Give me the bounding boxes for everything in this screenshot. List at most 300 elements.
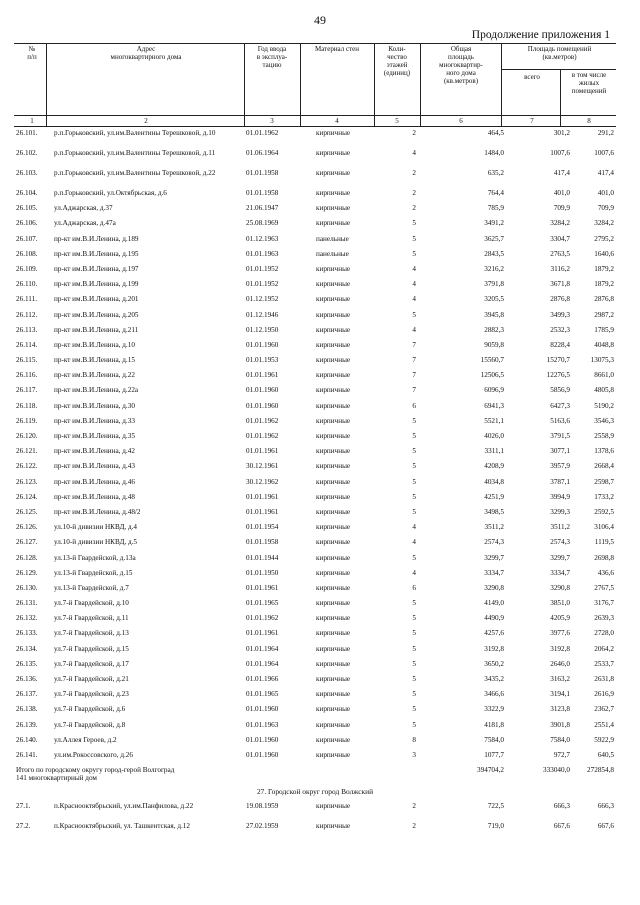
table-cell: 8661,0 (594, 371, 614, 380)
table-cell: кирпичные (316, 614, 351, 623)
table-cell: пр-кт им.В.И.Ленина, д.205 (54, 310, 139, 319)
table-cell: 01.01.1965 (246, 599, 279, 608)
table-cell: 27.02.1959 (246, 822, 279, 831)
header-total-area: Общая площадь многоквартир- ного дома (кв.метров) (439, 45, 483, 85)
table-cell: кирпичные (316, 599, 351, 608)
table-cell: 12276,5 (546, 371, 570, 380)
table-cell: 4026,0 (484, 432, 504, 440)
table-cell: кирпичные (316, 690, 351, 699)
table-cell: 01.01.1965 (246, 690, 279, 699)
table-cell: 30.12.1962 (246, 477, 279, 486)
table-row (14, 735, 616, 750)
table-cell: 5 (412, 629, 416, 638)
table-cell: 26.102. (16, 149, 38, 157)
table-row (14, 340, 616, 355)
table-cell: 2876,8 (594, 295, 614, 304)
table-cell: 464,5 (487, 129, 504, 137)
table-cell: 2 (412, 169, 416, 177)
colnum: 4 (335, 117, 339, 125)
total-label: Итого по городскому округу город-герой Волгоград 141 многоквартирный дом (16, 766, 175, 783)
table-cell: 26.103. (16, 169, 38, 177)
table-cell: 401,0 (597, 189, 614, 197)
table-cell: панельные (316, 249, 349, 258)
table-cell: 5 (412, 720, 416, 729)
table-row (14, 801, 616, 821)
table-cell: 2532,3 (550, 325, 570, 334)
table-cell: 21.06.1947 (246, 204, 279, 213)
table-cell: 5 (412, 599, 416, 608)
table-cell: 3106,4 (594, 523, 614, 532)
table-cell: 27.1. (16, 802, 31, 811)
table-cell: ул.им.Рокоссовского, д.26 (54, 750, 133, 759)
table-cell: пр-кт им.В.И.Ленина, д.48 (54, 492, 135, 501)
table-cell: 4149,0 (484, 599, 504, 608)
table-cell: 2987,2 (594, 310, 614, 319)
table-cell: 26.133. (16, 629, 38, 638)
table-cell: 1785,9 (594, 325, 614, 334)
table-cell: 972,7 (553, 750, 570, 759)
table-cell: 2574,3 (484, 538, 504, 547)
table-cell: 26.134. (16, 644, 38, 653)
table-row (14, 401, 616, 416)
table-cell: 26.112. (16, 310, 38, 319)
table-cell: 26.123. (16, 477, 38, 486)
table-cell: кирпичные (316, 264, 351, 273)
table-cell: 26.104. (16, 189, 38, 197)
table-cell: 3290,8 (484, 583, 504, 592)
table-cell: 26.124. (16, 492, 38, 501)
table-cell: ул.7-й Гвардейской, д.13 (54, 629, 129, 638)
table-cell: кирпичные (316, 822, 351, 831)
table-row (14, 704, 616, 719)
table-cell: кирпичные (316, 219, 351, 228)
table-cell: 2876,8 (550, 295, 570, 304)
table-cell: кирпичные (316, 507, 351, 516)
table-cell: 6941,3 (484, 401, 504, 410)
table-cell: 01.06.1964 (246, 149, 279, 157)
table-cell: 3 (412, 750, 416, 759)
table-cell: 640,5 (597, 750, 614, 759)
colnum: 1 (30, 117, 34, 125)
table-cell: ул.7-й Гвардейской, д.17 (54, 659, 129, 668)
table-row (14, 128, 616, 148)
table-cell: кирпичные (316, 356, 351, 365)
table-cell: 01.01.1952 (246, 264, 279, 273)
table-cell: 01.01.1960 (246, 401, 279, 410)
table-cell: 26.131. (16, 599, 38, 608)
table-cell: п.Краснооктябрьский, ул. Ташкентская, д.12 (54, 822, 190, 831)
total-row (14, 765, 616, 787)
table-cell: 4 (412, 295, 416, 304)
table-cell: пр-кт им.В.И.Ленина, д.35 (54, 432, 135, 440)
table-body (14, 128, 616, 841)
table-cell: ул.7-й Гвардейской, д.23 (54, 690, 129, 699)
table-cell: ул.7-й Гвардейской, д.21 (54, 675, 129, 683)
table-cell: 5 (412, 416, 416, 425)
header-premises: Площадь помещений (кв.метров) (527, 45, 592, 61)
table-cell: 26.129. (16, 568, 38, 577)
table-cell: 785,9 (487, 204, 504, 213)
column-numbers (14, 116, 616, 126)
table-cell: 417,4 (597, 169, 614, 177)
table-cell: 2 (412, 129, 416, 137)
table-cell: 667,6 (553, 822, 570, 831)
table-cell: кирпичные (316, 204, 351, 213)
table-cell: кирпичные (316, 295, 351, 304)
table-cell: кирпичные (316, 129, 351, 137)
table-cell: 9059,8 (484, 340, 504, 349)
table-cell: 01.01.1950 (246, 568, 279, 577)
page-number: 49 (314, 13, 326, 27)
table-cell: 3284,2 (594, 219, 614, 228)
table-cell: 26.110. (16, 280, 38, 289)
table-cell: 2 (412, 189, 416, 197)
header-floors: Коли- чество этажей (единиц) (383, 45, 411, 77)
table-cell: 7 (412, 356, 416, 365)
table-cell: 417,4 (553, 169, 570, 177)
table-cell: кирпичные (316, 462, 351, 471)
table-cell: 2767,5 (594, 583, 614, 592)
table-cell: 01.01.1961 (246, 447, 279, 456)
table-cell: 6 (412, 401, 416, 410)
table-cell: 26.119. (16, 416, 38, 425)
table-row (14, 279, 616, 294)
table-cell: пр-кт им.В.И.Ленина, д.22а (54, 386, 139, 395)
table-cell: 01.01.1961 (246, 507, 279, 516)
table-row (14, 583, 616, 598)
table-cell: 4 (412, 149, 416, 157)
table-cell: 01.01.1960 (246, 735, 279, 744)
table-cell: 12506,5 (480, 371, 504, 380)
table-cell: пр-кт им.В.И.Ленина, д.15 (54, 356, 135, 365)
table-cell: 26.111. (16, 295, 38, 304)
table-row (14, 168, 616, 188)
table-cell: 30.12.1961 (246, 462, 279, 471)
table-row (14, 188, 616, 203)
colnum: 3 (270, 117, 274, 125)
table-cell: 26.117. (16, 386, 38, 395)
table-cell: 26.122. (16, 462, 38, 471)
table-cell: кирпичные (316, 659, 351, 668)
table-cell: 2 (412, 822, 416, 831)
table-cell: 26.107. (16, 234, 38, 243)
table-cell: кирпичные (316, 644, 351, 653)
table-cell: 3290,8 (550, 583, 570, 592)
table-cell: 401,0 (553, 189, 570, 197)
table-cell: 01.01.1954 (246, 523, 279, 532)
table-cell: 1640,6 (594, 249, 614, 258)
table-cell: 8 (412, 735, 416, 744)
table-cell: 2631,8 (594, 675, 614, 683)
section-title: 27. Городской округ город Волжский (256, 787, 374, 797)
table-cell: 01.01.1963 (246, 720, 279, 729)
table-cell: 3901,8 (550, 720, 570, 729)
table-cell: 26.135. (16, 659, 38, 668)
table-cell: 666,3 (597, 802, 614, 811)
table-cell: 3299,7 (550, 553, 570, 562)
table-cell: р.п.Горьковский, ул.им.Валентины Терешковой, д.22 (54, 169, 216, 177)
table-cell: 2728,0 (594, 629, 614, 638)
table-cell: 26.114. (16, 340, 38, 349)
table-row (14, 821, 616, 841)
table-cell: 3787,1 (550, 477, 570, 486)
table-row (14, 325, 616, 340)
header-material: Материал стен (315, 45, 359, 53)
table-cell: 01.01.1962 (246, 614, 279, 623)
table-cell: 4208,9 (484, 462, 504, 471)
table-cell: 3491,2 (484, 219, 504, 228)
table-cell: кирпичные (316, 629, 351, 638)
table-cell: 01.01.1961 (246, 371, 279, 380)
table-cell: 1119,5 (594, 538, 614, 547)
table-cell: 01.01.1952 (246, 280, 279, 289)
table-cell: 3499,3 (550, 310, 570, 319)
header-no: № п/п (27, 45, 37, 61)
header-year: Год ввода в эксплуа- тацию (256, 45, 288, 69)
table-cell: 01.12.1950 (246, 325, 279, 334)
table-cell: ул.7-й Гвардейской, д.10 (54, 599, 129, 608)
table-cell: 4 (412, 280, 416, 289)
table-cell: 5 (412, 553, 416, 562)
table-cell: 2 (412, 802, 416, 811)
table-cell: 3650,2 (484, 659, 504, 668)
table-row (14, 264, 616, 279)
table-cell: р.п.Горьковский, ул.Октябрьская, д.6 (54, 189, 167, 197)
table-cell: 26.138. (16, 705, 38, 714)
table-cell: пр-кт им.В.И.Ленина, д.201 (54, 295, 139, 304)
table-cell: ул.Аджарская, д.47а (54, 219, 116, 228)
table-cell: 5 (412, 310, 416, 319)
table-cell: 6427,3 (550, 401, 570, 410)
table-cell: 4805,8 (594, 386, 614, 395)
table-cell: 3163,2 (550, 675, 570, 683)
table-cell: кирпичные (316, 169, 351, 177)
table-row (14, 507, 616, 522)
table-cell: пр-кт им.В.И.Ленина, д.48/2 (54, 507, 141, 516)
table-cell: ул.13-й Гвардейской, д.7 (54, 583, 129, 592)
table-cell: 1077,7 (484, 750, 504, 759)
table-cell: 2698,8 (594, 553, 614, 562)
table-cell: панельные (316, 234, 349, 243)
table-cell: 4 (412, 523, 416, 532)
table-cell: 7 (412, 371, 416, 380)
table-cell: ул.13-й Гвардейской, д.15 (54, 568, 133, 577)
table-cell: кирпичные (316, 447, 351, 456)
table-cell: 2616,9 (594, 690, 614, 699)
table-cell: ул.7-й Гвардейской, д.11 (54, 614, 129, 623)
table-cell: 01.01.1960 (246, 705, 279, 714)
table-row (14, 659, 616, 674)
table-cell: 4 (412, 538, 416, 547)
table-cell: 01.01.1960 (246, 386, 279, 395)
table-row (14, 613, 616, 628)
table-cell: ул.13-й Гвардейской, д.13а (54, 553, 136, 562)
table-row (14, 431, 616, 446)
table-cell: 01.01.1964 (246, 659, 279, 668)
table-cell: пр-кт им.В.И.Ленина, д.30 (54, 401, 135, 410)
table-cell: 3123,8 (550, 705, 570, 714)
table-row (14, 218, 616, 233)
table-cell: 26.109. (16, 264, 38, 273)
table-cell: 3311,1 (484, 447, 504, 456)
table-cell: 5521,1 (484, 416, 504, 425)
table-cell: 2 (412, 204, 416, 213)
table-cell: кирпичные (316, 568, 351, 577)
table-cell: 26.116. (16, 371, 38, 380)
table-cell: ул.7-й Гвардейской, д.8 (54, 720, 126, 729)
header-address: Адрес многоквартирного дома (110, 45, 182, 61)
table-cell: 5 (412, 447, 416, 456)
table-cell: кирпичные (316, 401, 351, 410)
table-cell: кирпичные (316, 432, 351, 440)
table-cell: 01.12.1952 (246, 295, 279, 304)
table-cell: 3945,8 (484, 310, 504, 319)
table-row (14, 674, 616, 689)
table-cell: кирпичные (316, 477, 351, 486)
table-cell: 26.101. (16, 129, 38, 137)
table-cell: 722,5 (487, 802, 504, 811)
table-cell: 3625,7 (484, 234, 504, 243)
colnum: 7 (530, 117, 534, 125)
header-all: всего (524, 73, 540, 81)
table-cell: 27.2. (16, 822, 31, 831)
table-cell: кирпичные (316, 416, 351, 425)
table-cell: 3957,9 (550, 462, 570, 471)
table-cell: 709,9 (553, 204, 570, 213)
table-row (14, 249, 616, 264)
table-cell: 5 (412, 644, 416, 653)
table-cell: 4251,9 (484, 492, 504, 501)
table-cell: 6 (412, 583, 416, 592)
total-all: 333040,0 (543, 766, 570, 775)
table-cell: 01.12.1963 (246, 234, 279, 243)
total-area: 394704,2 (477, 766, 504, 775)
table-cell: 2598,7 (594, 477, 614, 486)
table-cell: ул.Аллея Героев, д.2 (54, 735, 117, 744)
table-cell: 3299,7 (484, 553, 504, 562)
table-cell: 15560,7 (480, 356, 504, 365)
table-cell: 01.01.1962 (246, 129, 279, 137)
table-cell: 719,0 (487, 822, 504, 831)
table-cell: 26.126. (16, 523, 38, 532)
table-cell: 2639,3 (594, 614, 614, 623)
table-cell: 3216,2 (484, 264, 504, 273)
header-living: в том числе жилых помещений (571, 71, 607, 95)
colnum: 2 (144, 117, 148, 125)
table-cell: кирпичные (316, 705, 351, 714)
table-cell: 3671,8 (550, 280, 570, 289)
table-cell: 2763,5 (550, 249, 570, 258)
table-cell: 01.01.1961 (246, 629, 279, 638)
table-cell: 635,2 (487, 169, 504, 177)
colnum: 8 (587, 117, 591, 125)
table-row (14, 720, 616, 735)
table-cell: 5 (412, 690, 416, 699)
table-cell: 3498,5 (484, 507, 504, 516)
table-cell: пр-кт им.В.И.Ленина, д.33 (54, 416, 135, 425)
table-row (14, 370, 616, 385)
table-cell: 3205,5 (484, 295, 504, 304)
table-cell: 436,6 (597, 568, 614, 577)
table-cell: 1007,6 (550, 149, 570, 157)
table-cell: пр-кт им.В.И.Ленина, д.189 (54, 234, 139, 243)
table-cell: 5 (412, 234, 416, 243)
table-cell: 4048,8 (594, 340, 614, 349)
table-cell: 3194,1 (550, 690, 570, 699)
table-cell: 01.01.1958 (246, 189, 279, 197)
table-cell: 4 (412, 264, 416, 273)
table-cell: 1733,2 (594, 492, 614, 501)
table-cell: 1007,6 (594, 149, 614, 157)
table-cell: 26.105. (16, 204, 38, 213)
table-cell: 2882,3 (484, 325, 504, 334)
table-cell: пр-кт им.В.И.Ленина, д.199 (54, 280, 139, 289)
table-cell: 26.118. (16, 401, 38, 410)
table-cell: 01.01.1964 (246, 644, 279, 653)
table-cell: 2843,5 (484, 249, 504, 258)
table-cell: 5856,9 (550, 386, 570, 395)
table-row (14, 689, 616, 704)
table-cell: 01.01.1953 (246, 356, 279, 365)
table-row (14, 598, 616, 613)
table-cell: 5 (412, 249, 416, 258)
table-cell: кирпичные (316, 523, 351, 532)
table-cell: 26.127. (16, 538, 38, 547)
table-cell: 3994,9 (550, 492, 570, 501)
table-cell: 3116,2 (550, 264, 570, 273)
table-cell: 26.108. (16, 249, 38, 258)
table-cell: р.п.Горьковский, ул.им.Валентины Терешковой, д.10 (54, 129, 216, 137)
table-row (14, 492, 616, 507)
table-cell: 7 (412, 340, 416, 349)
table-cell: 1879,2 (594, 280, 614, 289)
table-cell: 15270,7 (546, 356, 570, 365)
table-cell: 4205,9 (550, 614, 570, 623)
table-cell: 01.01.1962 (246, 432, 279, 440)
table-cell: 3791,5 (550, 432, 570, 440)
table-cell: 25.08.1969 (246, 219, 279, 228)
table-cell: 3334,7 (550, 568, 570, 577)
table-cell: пр-кт им.В.И.Ленина, д.197 (54, 264, 139, 273)
table-cell: 13075,3 (590, 356, 614, 365)
table-cell: 3284,2 (550, 219, 570, 228)
table-row (14, 310, 616, 325)
table-cell: 01.01.1966 (246, 675, 279, 683)
table-cell: 01.01.1944 (246, 553, 279, 562)
table-row (14, 294, 616, 309)
table-cell: 3322,9 (484, 705, 504, 714)
table-row (14, 568, 616, 583)
table-cell: 01.01.1960 (246, 750, 279, 759)
table-cell: 2551,4 (594, 720, 614, 729)
table-cell: 01.01.1958 (246, 169, 279, 177)
table-cell: кирпичные (316, 538, 351, 547)
table-cell: 3299,3 (550, 507, 570, 516)
table-cell: 3435,2 (484, 675, 504, 683)
table-cell: 667,6 (597, 822, 614, 831)
table-row (14, 416, 616, 431)
table-cell: 19.08.1959 (246, 802, 279, 811)
colnum: 5 (395, 117, 399, 125)
table-cell: 26.106. (16, 219, 38, 228)
table-cell: 4490,9 (484, 614, 504, 623)
table-cell: 666,3 (553, 802, 570, 811)
table-row (14, 461, 616, 476)
table-cell: пр-кт им.В.И.Ленина, д.10 (54, 340, 135, 349)
table-cell: 26.120. (16, 432, 38, 440)
table-cell: 2592,5 (594, 507, 614, 516)
table-cell: 3511,2 (484, 523, 504, 532)
